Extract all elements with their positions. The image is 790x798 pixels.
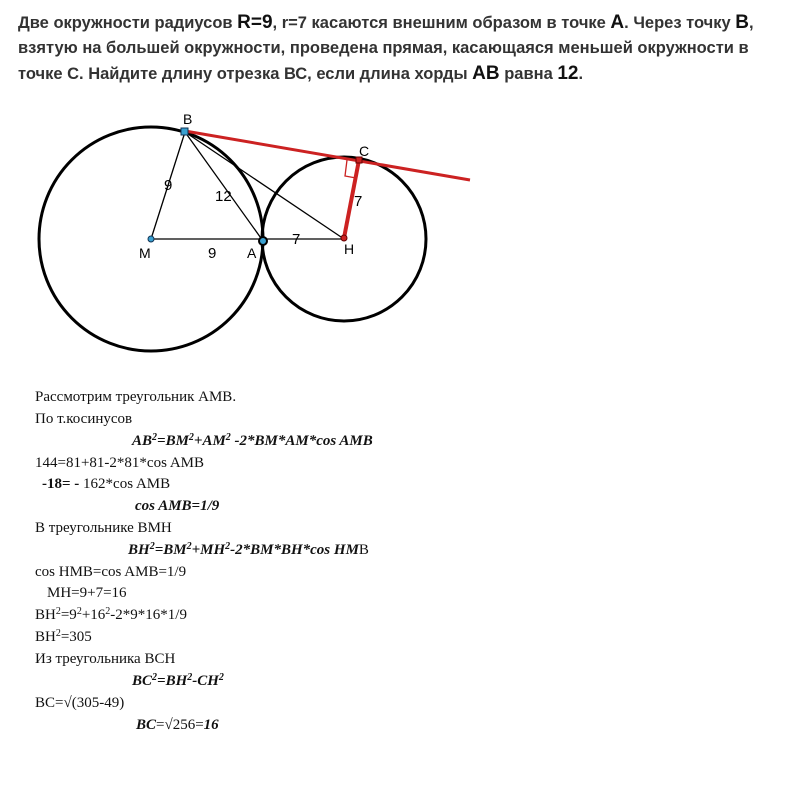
label-h: H bbox=[344, 241, 355, 257]
formula-cos-amb: cos AMB=1/9 bbox=[135, 498, 220, 514]
label-ah-length: 7 bbox=[292, 231, 301, 248]
formula-cosine-law: $AB^2=BM^2+AM^2$ -2*BM*AM*cos AMB bbox=[132, 432, 373, 449]
solution-line-9: $BH^2=305$ bbox=[35, 628, 92, 645]
solution-line-2: По т.косинусов bbox=[35, 411, 133, 427]
solution-line-4: -18= - 162*cos AMB bbox=[42, 476, 171, 492]
label-m: M bbox=[139, 245, 151, 261]
point-b-marker bbox=[181, 128, 188, 135]
point-m-marker bbox=[148, 236, 154, 242]
label-bm-length: 9 bbox=[164, 177, 173, 194]
solution-line-1: Рассмотрим треугольник AMB. bbox=[35, 389, 237, 405]
solution-line-10: Из треугольника BCH bbox=[35, 651, 176, 667]
solution-line-8: $BH^2=9^2+16^2-2*9*16*1/9$ bbox=[35, 606, 187, 623]
solution-line-7: MH=9+7=16 bbox=[47, 585, 127, 601]
geometry-figure bbox=[0, 0, 790, 380]
label-c: C bbox=[359, 143, 370, 159]
label-ab-length: 12 bbox=[215, 188, 232, 205]
solution-line-3: 144=81+81-2*81*cos AMB bbox=[35, 455, 205, 471]
solution-line-11: BC=√(305-49) bbox=[35, 695, 125, 711]
solution-line-5: В треугольнике BMH bbox=[35, 520, 172, 536]
formula-bh: $BH^2=BM^2+MH^2-2*BM*BH*\cos$ HMB bbox=[128, 541, 369, 558]
problem-statement: Две окружности радиусов R=9, r=7 касаются внешним образом в точке A. Через точку B, взятую на большей окружности, проведена прямая, касающаяся меньшей окружности в точке С. Найдите длину отрезка ВС, если длина хорды AB равна 12. bbox=[18, 12, 754, 84]
formula-answer: BC=√256=16 bbox=[136, 717, 219, 733]
label-b: B bbox=[183, 111, 193, 127]
point-a-marker bbox=[259, 237, 267, 245]
label-ch-length: 7 bbox=[354, 193, 363, 210]
label-a: A bbox=[247, 245, 257, 261]
label-ma-length: 9 bbox=[208, 245, 217, 262]
formula-bc-squared: $BC^2=BH^2-CH^2$ bbox=[132, 672, 224, 689]
solution-line-6: cos HMB=cos AMB=1/9 bbox=[35, 564, 187, 580]
